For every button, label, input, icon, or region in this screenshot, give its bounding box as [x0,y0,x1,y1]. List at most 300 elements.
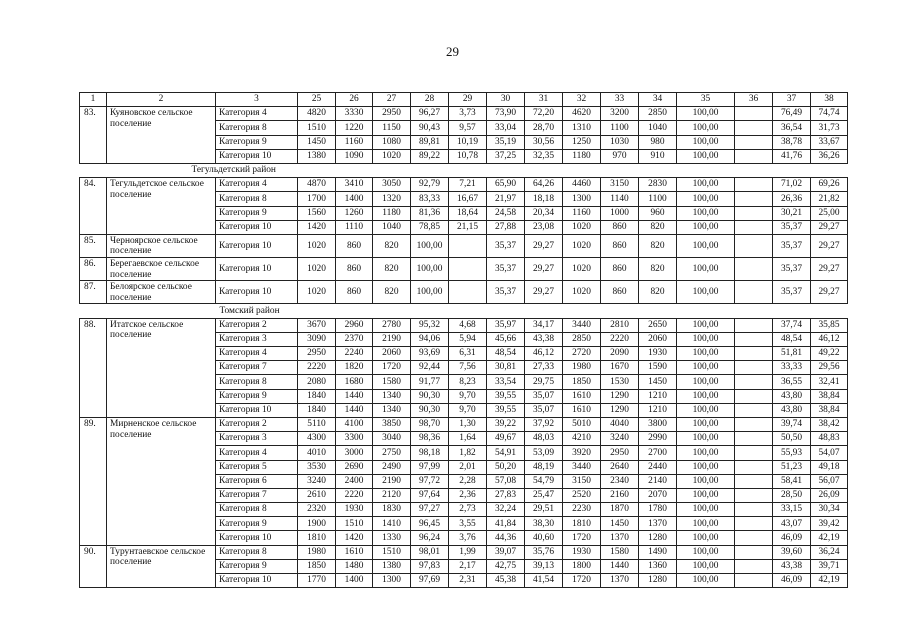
value-cell-col-25: 2950 [298,347,336,361]
value-cell-col-34: 2830 [639,178,677,192]
value-cell-col-37: 71,02 [773,178,811,192]
value-cell-col-31: 48,03 [525,432,563,446]
value-cell-col-26: 860 [336,234,373,257]
value-cell-col-26: 2690 [336,460,373,474]
value-cell-col-26: 1420 [336,531,373,545]
value-cell-col-35: 100,00 [677,375,735,389]
value-cell-col-36 [735,559,773,573]
value-cell-col-25: 1840 [298,403,336,417]
value-cell-col-37: 51,81 [773,347,811,361]
value-cell-col-26: 2240 [336,347,373,361]
table-row [80,178,848,192]
value-cell-col-33: 1370 [601,531,639,545]
value-cell-col-26: 1220 [336,121,373,135]
value-cell-col-36 [735,517,773,531]
value-cell-col-36 [735,178,773,192]
value-cell-col-38: 49,22 [811,347,848,361]
value-cell-col-30: 27,88 [487,220,525,234]
value-cell-col-30: 33,04 [487,121,525,135]
column-header-3: 3 [216,93,298,107]
value-cell-col-34: 2700 [639,446,677,460]
value-cell-col-32: 1020 [563,234,601,257]
value-cell-col-35: 100,00 [677,206,735,220]
value-cell-col-31: 39,13 [525,559,563,573]
value-cell-col-38: 33,67 [811,135,848,149]
category-cell: Категория 4 [216,446,298,460]
value-cell-col-31: 40,60 [525,531,563,545]
table-row [80,318,848,332]
settlement-name: Мирненское сельское поселение [107,417,216,545]
value-cell-col-34: 1040 [639,121,677,135]
column-header-1: 1 [80,93,107,107]
category-cell: Категория 7 [216,488,298,502]
value-cell-col-30: 45,38 [487,574,525,588]
value-cell-col-31: 54,79 [525,474,563,488]
column-header-36: 36 [735,93,773,107]
value-cell-col-28: 92,44 [411,361,449,375]
value-cell-col-26: 1930 [336,503,373,517]
value-cell-col-25: 2220 [298,361,336,375]
value-cell-col-31: 23,08 [525,220,563,234]
column-header-35: 35 [677,93,735,107]
value-cell-col-25: 4010 [298,446,336,460]
value-cell-col-27: 820 [373,258,411,281]
value-cell-col-36 [735,403,773,417]
value-cell-col-31: 34,17 [525,318,563,332]
value-cell-col-33: 1140 [601,192,639,206]
value-cell-col-31: 29,27 [525,234,563,257]
value-cell-col-28: 97,27 [411,503,449,517]
value-cell-col-29: 3,73 [449,107,487,121]
value-cell-col-38: 30,34 [811,503,848,517]
value-cell-col-32: 1720 [563,574,601,588]
value-cell-col-33: 1100 [601,121,639,135]
value-cell-col-34: 960 [639,206,677,220]
value-cell-col-37: 35,37 [773,220,811,234]
value-cell-col-36 [735,474,773,488]
value-cell-col-37: 28,50 [773,488,811,502]
value-cell-col-34: 2850 [639,107,677,121]
value-cell-col-27: 2950 [373,107,411,121]
value-cell-col-25: 1020 [298,234,336,257]
value-cell-col-27: 1340 [373,403,411,417]
value-cell-col-38: 26,09 [811,488,848,502]
value-cell-col-30: 73,90 [487,107,525,121]
column-header-2: 2 [107,93,216,107]
value-cell-col-34: 2990 [639,432,677,446]
value-cell-col-28: 98,70 [411,417,449,431]
value-cell-col-33: 1370 [601,574,639,588]
value-cell-col-30: 30,81 [487,361,525,375]
value-cell-col-35: 100,00 [677,517,735,531]
value-cell-col-38: 74,74 [811,107,848,121]
value-cell-col-36 [735,574,773,588]
region-row [80,163,848,177]
value-cell-col-27: 3050 [373,178,411,192]
value-cell-col-26: 860 [336,258,373,281]
value-cell-col-32: 3920 [563,446,601,460]
value-cell-col-32: 1250 [563,135,601,149]
value-cell-col-26: 1090 [336,149,373,163]
value-cell-col-37: 43,07 [773,517,811,531]
value-cell-col-27: 2120 [373,488,411,502]
value-cell-col-32: 1980 [563,361,601,375]
value-cell-col-38: 36,26 [811,149,848,163]
value-cell-col-37: 50,50 [773,432,811,446]
value-cell-col-31: 38,30 [525,517,563,531]
value-cell-col-32: 4210 [563,432,601,446]
value-cell-col-25: 1810 [298,531,336,545]
value-cell-col-32: 2520 [563,488,601,502]
value-cell-col-33: 2810 [601,318,639,332]
value-cell-col-27: 1410 [373,517,411,531]
value-cell-col-27: 1330 [373,531,411,545]
value-cell-col-26: 3300 [336,432,373,446]
table-row [80,545,848,559]
value-cell-col-27: 1020 [373,149,411,163]
value-cell-col-31: 48,19 [525,460,563,474]
value-cell-col-36 [735,432,773,446]
value-cell-col-27: 2780 [373,318,411,332]
value-cell-col-38: 29,27 [811,220,848,234]
value-cell-col-38: 31,73 [811,121,848,135]
value-cell-col-37: 48,54 [773,332,811,346]
value-cell-col-25: 1450 [298,135,336,149]
value-cell-col-25: 2080 [298,375,336,389]
value-cell-col-28: 95,32 [411,318,449,332]
value-cell-col-35: 100,00 [677,107,735,121]
value-cell-col-27: 1320 [373,192,411,206]
value-cell-col-32: 4620 [563,107,601,121]
region-title: Томский район [80,304,848,318]
value-cell-col-37: 46,09 [773,531,811,545]
header-row [80,93,848,107]
category-cell: Категория 2 [216,318,298,332]
value-cell-col-38: 39,42 [811,517,848,531]
value-cell-col-38: 36,24 [811,545,848,559]
category-cell: Категория 9 [216,517,298,531]
value-cell-col-28: 94,06 [411,332,449,346]
value-cell-col-28: 97,99 [411,460,449,474]
category-cell: Категория 8 [216,121,298,135]
category-cell: Категория 10 [216,281,298,304]
value-cell-col-32: 1300 [563,192,601,206]
table-row [80,107,848,121]
value-cell-col-26: 860 [336,281,373,304]
value-cell-col-28: 97,72 [411,474,449,488]
value-cell-col-36 [735,531,773,545]
value-cell-col-32: 1020 [563,281,601,304]
column-header-32: 32 [563,93,601,107]
value-cell-col-25: 3670 [298,318,336,332]
category-cell: Категория 3 [216,432,298,446]
value-cell-col-26: 3000 [336,446,373,460]
value-cell-col-29: 3,55 [449,517,487,531]
category-cell: Категория 4 [216,347,298,361]
value-cell-col-35: 100,00 [677,318,735,332]
value-cell-col-30: 65,90 [487,178,525,192]
value-cell-col-38: 29,27 [811,234,848,257]
value-cell-col-35: 100,00 [677,531,735,545]
value-cell-col-31: 35,07 [525,403,563,417]
value-cell-col-33: 2090 [601,347,639,361]
value-cell-col-33: 1440 [601,559,639,573]
value-cell-col-38: 46,12 [811,332,848,346]
value-cell-col-37: 35,37 [773,281,811,304]
value-cell-col-30: 39,55 [487,389,525,403]
value-cell-col-32: 1610 [563,403,601,417]
value-cell-col-28: 81,36 [411,206,449,220]
value-cell-col-38: 35,85 [811,318,848,332]
value-cell-col-36 [735,503,773,517]
table-row [80,417,848,431]
value-cell-col-35: 100,00 [677,389,735,403]
value-cell-col-34: 1210 [639,403,677,417]
value-cell-col-25: 1850 [298,559,336,573]
category-cell: Категория 9 [216,206,298,220]
value-cell-col-37: 51,23 [773,460,811,474]
value-cell-col-25: 5110 [298,417,336,431]
value-cell-col-33: 1670 [601,361,639,375]
category-cell: Категория 8 [216,503,298,517]
value-cell-col-30: 35,37 [487,234,525,257]
value-cell-col-38: 56,07 [811,474,848,488]
column-header-27: 27 [373,93,411,107]
value-cell-col-36 [735,389,773,403]
value-cell-col-30: 39,07 [487,545,525,559]
value-cell-col-25: 1380 [298,149,336,163]
category-cell: Категория 10 [216,403,298,417]
value-cell-col-27: 820 [373,234,411,257]
value-cell-col-26: 4100 [336,417,373,431]
value-cell-col-36 [735,446,773,460]
value-cell-col-29: 1,64 [449,432,487,446]
value-cell-col-35: 100,00 [677,432,735,446]
settlement-number: 86. [80,258,107,281]
value-cell-col-32: 2720 [563,347,601,361]
settlement-number: 88. [80,318,107,417]
value-cell-col-29 [449,234,487,257]
value-cell-col-25: 3240 [298,474,336,488]
value-cell-col-25: 1510 [298,121,336,135]
value-cell-col-25: 4300 [298,432,336,446]
value-cell-col-36 [735,318,773,332]
value-cell-col-33: 4040 [601,417,639,431]
value-cell-col-28: 100,00 [411,234,449,257]
value-cell-col-27: 2190 [373,474,411,488]
value-cell-col-30: 37,25 [487,149,525,163]
column-header-37: 37 [773,93,811,107]
value-cell-col-31: 35,76 [525,545,563,559]
value-cell-col-31: 41,54 [525,574,563,588]
settlement-name: Белоярское сельское поселение [107,281,216,304]
value-cell-col-36 [735,107,773,121]
value-cell-col-36 [735,375,773,389]
table-row [80,234,848,257]
value-cell-col-32: 1800 [563,559,601,573]
value-cell-col-27: 1830 [373,503,411,517]
value-cell-col-27: 2490 [373,460,411,474]
value-cell-col-26: 1680 [336,375,373,389]
value-cell-col-28: 89,81 [411,135,449,149]
value-cell-col-34: 1370 [639,517,677,531]
value-cell-col-33: 3150 [601,178,639,192]
value-cell-col-32: 1610 [563,389,601,403]
settlement-name: Турунтаевское сельское поселение [107,545,216,588]
value-cell-col-27: 2060 [373,347,411,361]
value-cell-col-28: 89,22 [411,149,449,163]
value-cell-col-37: 37,74 [773,318,811,332]
value-cell-col-29: 1,30 [449,417,487,431]
value-cell-col-36 [735,121,773,135]
value-cell-col-36 [735,460,773,474]
value-cell-col-36 [735,234,773,257]
value-cell-col-34: 2650 [639,318,677,332]
value-cell-col-31: 35,07 [525,389,563,403]
category-cell: Категория 3 [216,332,298,346]
value-cell-col-25: 4870 [298,178,336,192]
value-cell-col-28: 100,00 [411,258,449,281]
value-cell-col-27: 1340 [373,389,411,403]
category-cell: Категория 8 [216,545,298,559]
value-cell-col-27: 1580 [373,375,411,389]
value-cell-col-29: 3,76 [449,531,487,545]
value-cell-col-37: 46,09 [773,574,811,588]
value-cell-col-32: 2850 [563,332,601,346]
value-cell-col-38: 29,56 [811,361,848,375]
value-cell-col-37: 36,55 [773,375,811,389]
settlement-name: Черноярское сельское поселение [107,234,216,257]
value-cell-col-31: 72,20 [525,107,563,121]
value-cell-col-25: 1420 [298,220,336,234]
value-cell-col-37: 43,80 [773,403,811,417]
value-cell-col-31: 27,33 [525,361,563,375]
value-cell-col-30: 57,08 [487,474,525,488]
value-cell-col-29 [449,281,487,304]
category-cell: Категория 4 [216,107,298,121]
value-cell-col-28: 92,79 [411,178,449,192]
value-cell-col-28: 98,36 [411,432,449,446]
value-cell-col-31: 20,34 [525,206,563,220]
value-cell-col-32: 1180 [563,149,601,163]
value-cell-col-29: 7,56 [449,361,487,375]
value-cell-col-34: 3800 [639,417,677,431]
value-cell-col-30: 50,20 [487,460,525,474]
column-header-31: 31 [525,93,563,107]
value-cell-col-32: 1930 [563,545,601,559]
value-cell-col-25: 1900 [298,517,336,531]
value-cell-col-30: 35,19 [487,135,525,149]
value-cell-col-37: 43,38 [773,559,811,573]
value-cell-col-37: 36,54 [773,121,811,135]
settlement-number: 85. [80,234,107,257]
value-cell-col-25: 1840 [298,389,336,403]
settlement-name: Тегульдетское сельское поселение [107,178,216,235]
value-cell-col-34: 1360 [639,559,677,573]
value-cell-col-29: 7,21 [449,178,487,192]
value-cell-col-36 [735,206,773,220]
value-cell-col-30: 42,75 [487,559,525,573]
value-cell-col-29: 2,01 [449,460,487,474]
value-cell-col-27: 1080 [373,135,411,149]
value-cell-col-32: 4460 [563,178,601,192]
value-cell-col-33: 860 [601,234,639,257]
value-cell-col-37: 38,78 [773,135,811,149]
value-cell-col-28: 98,18 [411,446,449,460]
value-cell-col-30: 39,22 [487,417,525,431]
value-cell-col-31: 29,75 [525,375,563,389]
value-cell-col-27: 820 [373,281,411,304]
settlement-number: 84. [80,178,107,235]
value-cell-col-31: 29,51 [525,503,563,517]
value-cell-col-29: 4,68 [449,318,487,332]
category-cell: Категория 10 [216,234,298,257]
value-cell-col-26: 1510 [336,517,373,531]
page-number: 29 [446,44,459,59]
column-header-26: 26 [336,93,373,107]
value-cell-col-35: 100,00 [677,332,735,346]
value-cell-col-30: 27,83 [487,488,525,502]
settlement-name: Итатское сельское поселение [107,318,216,417]
value-cell-col-32: 1020 [563,258,601,281]
value-cell-col-25: 1980 [298,545,336,559]
value-cell-col-35: 100,00 [677,488,735,502]
value-cell-col-27: 2190 [373,332,411,346]
category-cell: Категория 6 [216,474,298,488]
value-cell-col-29: 21,15 [449,220,487,234]
table-body [80,93,848,588]
category-cell: Категория 2 [216,417,298,431]
value-cell-col-32: 1160 [563,206,601,220]
value-cell-col-35: 100,00 [677,220,735,234]
value-cell-col-33: 2220 [601,332,639,346]
value-cell-col-30: 44,36 [487,531,525,545]
value-cell-col-33: 860 [601,258,639,281]
value-cell-col-25: 1020 [298,281,336,304]
value-cell-col-31: 28,70 [525,121,563,135]
value-cell-col-33: 1290 [601,403,639,417]
value-cell-col-26: 1610 [336,545,373,559]
value-cell-col-29: 6,31 [449,347,487,361]
value-cell-col-29: 18,64 [449,206,487,220]
value-cell-col-34: 820 [639,281,677,304]
value-cell-col-35: 100,00 [677,545,735,559]
value-cell-col-33: 860 [601,281,639,304]
value-cell-col-26: 1160 [336,135,373,149]
value-cell-col-28: 91,77 [411,375,449,389]
value-cell-col-35: 100,00 [677,178,735,192]
value-cell-col-34: 820 [639,220,677,234]
value-cell-col-26: 3330 [336,107,373,121]
category-cell: Категория 10 [216,531,298,545]
value-cell-col-32: 1810 [563,517,601,531]
value-cell-col-37: 43,80 [773,389,811,403]
value-cell-col-30: 33,54 [487,375,525,389]
value-cell-col-38: 39,71 [811,559,848,573]
value-cell-col-26: 1480 [336,559,373,573]
value-cell-col-25: 4820 [298,107,336,121]
column-header-34: 34 [639,93,677,107]
value-cell-col-33: 1290 [601,389,639,403]
category-cell: Категория 8 [216,375,298,389]
value-cell-col-32: 3440 [563,318,601,332]
value-cell-col-27: 1040 [373,220,411,234]
value-cell-col-37: 39,60 [773,545,811,559]
value-cell-col-33: 3240 [601,432,639,446]
value-cell-col-30: 49,67 [487,432,525,446]
value-cell-col-36 [735,220,773,234]
value-cell-col-26: 1440 [336,403,373,417]
